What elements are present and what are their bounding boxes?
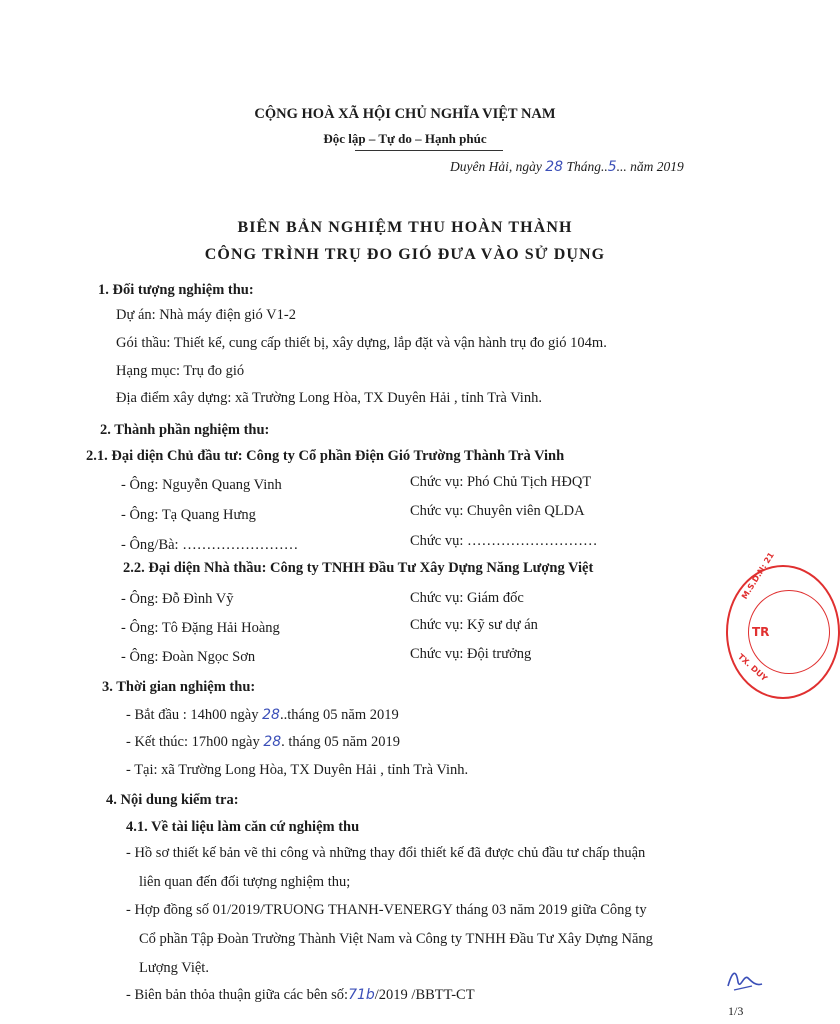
location-line: Địa điểm xây dựng: xã Trường Long Hòa, TX Duyên Hải , tỉnh Trà Vinh. [116,390,542,406]
section4-1-heading: 4.1. Về tài liệu làm căn cứ nghiệm thu [126,819,360,835]
owner-person-role: Chức vụ: ……………………… [410,533,598,549]
item-line: Hạng mục: Trụ đo gió [116,363,245,379]
handwritten-start-day: 28 [262,707,280,723]
para2-line3: Lượng Việt. [139,960,209,976]
para3-suffix: /2019 /BBTT-CT [374,987,475,1003]
place-date-prefix: Duyên Hải, ngày [450,159,542,174]
inspection-place: - Tại: xã Trường Long Hòa, TX Duyên Hải , tỉnh Trà Vinh. [126,762,469,778]
initials-signature [722,964,766,996]
start-time [126,707,399,724]
page-number: 1/3 [728,1004,744,1018]
handwritten-day: 28 [545,159,564,175]
handwritten-agreement-number: 71b [348,987,375,1003]
motto: Độc lập – Tự do – Hạnh phúc [323,131,487,146]
end-time-suffix: . tháng 05 năm 2019 [281,734,400,750]
section2-heading: 2. Thành phần nghiệm thu: [100,422,270,438]
end-time-prefix: - Kết thúc: 17h00 ngày [126,734,260,750]
section1-heading: 1. Đối tượng nghiệm thu: [98,282,254,298]
section3-heading: 3. Thời gian nghiệm thu: [102,679,256,695]
start-time-prefix: - Bắt đầu : 14h00 ngày [126,707,259,723]
month-label: Tháng [566,159,601,174]
contractor-person-role: Chức vụ: Đội trưởng [410,646,532,662]
stamp-text-top: M.S.D.N: 21 [740,550,776,601]
contractor-person-name: - Ông: Đỗ Đình Vỹ [121,591,234,607]
para2-line1: - Hợp đồng số 01/2019/TRUONG THANH-VENERGY tháng 03 năm 2019 giữa Công ty [126,902,647,918]
handwritten-month: 5 [607,159,617,175]
contractor-person-role: Chức vụ: Giám đốc [410,590,524,606]
year-text: ... năm 2019 [616,159,684,174]
package-line: Gói thầu: Thiết kế, cung cấp thiết bị, xây dựng, lắp đặt và vận hành trụ đo gió 104m. [116,335,607,351]
stamp-text-mid: TR [752,625,770,639]
owner-person-role: Chức vụ: Chuyên viên QLDA [410,503,585,519]
handwritten-end-day: 28 [263,734,282,750]
para2-line2: Cổ phần Tập Đoàn Trường Thành Việt Nam và Công ty TNHH Đầu Tư Xây Dựng Năng [139,931,653,947]
owner-person-name: - Ông: Nguyễn Quang Vinh [121,477,282,493]
stamp-text-bottom: TX. DUY [735,652,770,684]
section4-heading: 4. Nội dung kiểm tra: [106,792,239,808]
nation-header: CỘNG HOÀ XÃ HỘI CHỦ NGHĨA VIỆT NAM [254,106,556,122]
end-time [126,734,400,751]
contractor-heading: 2.2. Đại diện Nhà thầu: Công ty TNHH Đầu Tư Xây Dựng Năng Lượng Việt [123,560,594,576]
document-title-line2: CÔNG TRÌNH TRỤ ĐO GIÓ ĐƯA VÀO SỬ DỤNG [204,246,606,263]
project-line: Dự án: Nhà máy điện gió V1-2 [116,307,296,323]
para3-prefix: - Biên bản thỏa thuận giữa các bên số: [126,987,349,1003]
para1-line1: - Hồ sơ thiết kế bản vẽ thi công và những thay đổi thiết kế đã được chủ đầu tư chấp thuận [126,845,646,861]
owner-person-role: Chức vụ: Phó Chủ Tịch HĐQT [410,474,592,490]
para3 [126,987,475,1004]
document-title-line1: BIÊN BẢN NGHIỆM THU HOÀN THÀNH [237,219,573,236]
contractor-person-name: - Ông: Đoàn Ngọc Sơn [121,649,256,665]
para1-line2: liên quan đến đối tượng nghiệm thu; [139,874,351,890]
owner-person-name: - Ông: Tạ Quang Hưng [121,507,256,523]
owner-heading: 2.1. Đại diện Chủ đầu tư: Công ty Cổ phần Điện Gió Trường Thành Trà Vinh [86,448,565,464]
contractor-person-name: - Ông: Tô Đặng Hải Hoàng [121,620,280,636]
contractor-person-role: Chức vụ: Kỹ sư dự án [410,617,538,633]
place-date: Duyên Hải, ngày 28 Tháng..5... năm 2019 [450,159,684,175]
owner-person-name: - Ông/Bà: …………………… [121,537,299,553]
motto-underline [355,150,503,151]
start-time-suffix: ..tháng 05 năm 2019 [279,707,399,723]
